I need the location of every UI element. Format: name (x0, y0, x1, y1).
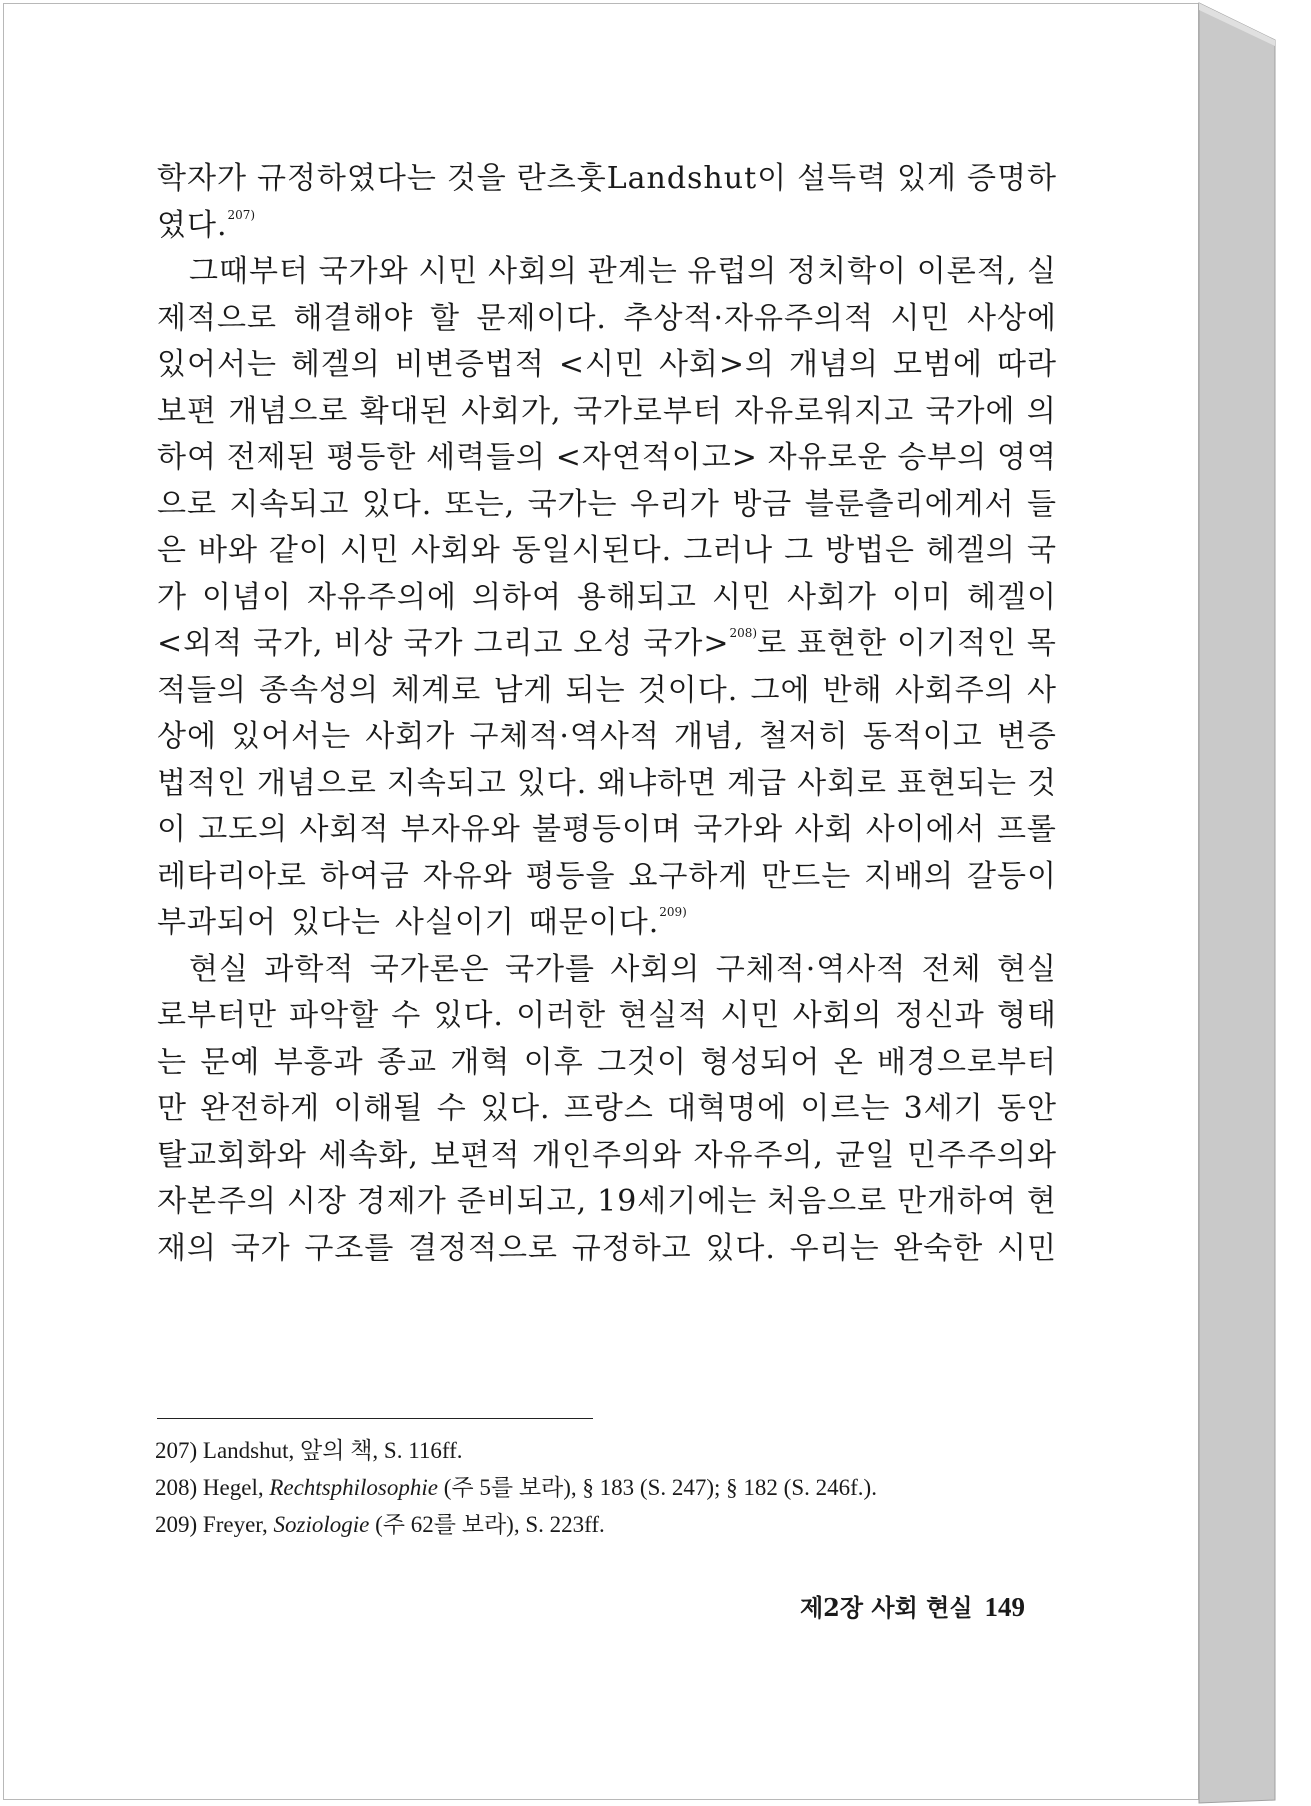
word: 19세기에는 (597, 1184, 758, 1219)
text-line (157, 1179, 1057, 1226)
word: 하여금 (319, 858, 410, 894)
word: 바와 (197, 533, 258, 568)
word: 있다. (705, 1230, 776, 1266)
word: 지속되고 (229, 486, 350, 522)
word: 자유로워지고 (734, 393, 915, 429)
text-line (157, 668, 1057, 715)
word: 국가>$^{208)}$로 (643, 626, 788, 661)
word: 사회의 (488, 254, 578, 289)
body-text (157, 156, 1057, 1272)
word: 동안 (997, 1091, 1057, 1126)
word: 체계로 (391, 672, 482, 708)
word: <외적 (157, 626, 244, 661)
word: 동일시된다. (511, 533, 673, 568)
word: 반해 (822, 672, 883, 708)
footnote-number: 208) (155, 1475, 203, 1500)
word: 개념으로 (228, 393, 349, 429)
text-line (157, 993, 1057, 1040)
word: 불평등이며 (532, 812, 682, 847)
word: 국가에 (925, 393, 1016, 429)
word: 시민 (890, 300, 951, 336)
word: 시민 (720, 998, 781, 1033)
footnotes (155, 1432, 1075, 1543)
word: 국가 (403, 626, 464, 661)
word: 민주주의와 (907, 1137, 1057, 1173)
word: 국가를 (505, 951, 596, 987)
word: 요구하게 (628, 858, 749, 894)
word: 는 (157, 1044, 187, 1080)
word: 비변증법적 (394, 347, 545, 382)
word: 추상적·자유주의적 (623, 300, 874, 336)
word: 국가, (253, 626, 324, 661)
word: 그것이 (597, 1044, 688, 1080)
word: 세력들의 (426, 440, 546, 475)
word: 있다. (480, 1091, 551, 1126)
word: 있다는 (290, 905, 381, 940)
text-line (157, 389, 1057, 436)
word: 사 (1026, 672, 1057, 708)
word: 헤겔의 (290, 347, 381, 382)
word: 사회로 (797, 765, 888, 801)
word: 같이 (268, 533, 329, 568)
word: 있어서는 (157, 347, 277, 382)
word: 사회와 (410, 533, 501, 568)
word: 자유와 (422, 858, 513, 894)
word: 할 (429, 300, 460, 336)
word: 지배의 (864, 858, 955, 894)
word: 실 (1026, 254, 1057, 289)
word: 헤겔의 (926, 533, 1016, 568)
word: 방금 (732, 486, 793, 522)
word: 지속되고 (386, 765, 507, 801)
word: 우리가 (629, 486, 720, 522)
word: 의하여 (471, 579, 562, 615)
word: 사상에 (967, 300, 1057, 336)
word: 들 (1027, 486, 1057, 522)
word: 처음으로 (767, 1184, 888, 1219)
word: 과학적 (264, 951, 355, 987)
footnote-ref: 209) (659, 905, 687, 919)
word: 국가와 (693, 812, 784, 847)
word: 표현되는 (897, 765, 1017, 801)
word: 결정적으로 (408, 1230, 558, 1266)
word: 해결해야 (293, 300, 414, 336)
word: 시민 (711, 579, 772, 615)
word: 부자유와 (400, 812, 521, 847)
word: 프랑스 (563, 1091, 654, 1126)
word: <자연적이고> (555, 440, 758, 475)
word: 비상 (333, 626, 394, 661)
word: 온 (833, 1044, 864, 1080)
word: 균일 (835, 1137, 896, 1173)
word: 완전하게 (200, 1091, 321, 1126)
footnote-number: 209) (155, 1512, 203, 1537)
word: 남게 (493, 672, 554, 708)
word: 그때부터 (189, 254, 309, 289)
word: 법적인 (157, 765, 247, 801)
word: 형성되어 (700, 1044, 821, 1080)
word: 로부터만 (157, 998, 277, 1033)
word: 프롤 (996, 812, 1057, 847)
word: 증명하 (967, 161, 1057, 196)
word: 변증 (996, 719, 1057, 754)
word: 재의 (157, 1230, 217, 1266)
word: <시민 (558, 347, 645, 382)
text-line (157, 156, 1057, 203)
text-line (157, 714, 1057, 761)
word: 으로 (157, 486, 217, 522)
word: 개념, (674, 719, 745, 754)
word: 블룬츨리에게서 (804, 486, 1015, 522)
word: 있다. (361, 486, 433, 522)
word: 방법은 (825, 533, 916, 568)
word: 영역 (997, 440, 1057, 475)
text-line (157, 854, 1057, 901)
word: 종속성의 (259, 672, 380, 708)
word: 하여 (157, 440, 217, 475)
word: 헤겔이 (966, 579, 1057, 615)
word: 계급 (727, 765, 788, 801)
text-line (157, 528, 1057, 575)
word: 목 (1026, 626, 1057, 661)
word: 사회 (794, 812, 855, 847)
word: 국가론은 (369, 951, 490, 987)
word: 동적이고 (862, 719, 983, 754)
footnote-number: 207) (155, 1438, 203, 1463)
text-line (157, 482, 1057, 529)
word: 은 (157, 533, 187, 568)
word: 갈등이 (967, 858, 1057, 894)
word: 현 (1026, 1184, 1057, 1219)
footnote-title: Rechtsphilosophie (269, 1475, 438, 1500)
word: 현실 (996, 951, 1057, 987)
text-line (157, 621, 1057, 668)
word: 사회의 (792, 998, 883, 1033)
word: 전체 (921, 951, 982, 987)
word: 있게 (897, 161, 958, 196)
word: 3세기 (903, 1091, 984, 1126)
word: 의 (1026, 393, 1057, 429)
word: 란츠훗Landshut이 (516, 161, 788, 196)
word: 그 (784, 533, 815, 568)
word: 것 (1026, 765, 1057, 801)
word: 현실적 (618, 998, 709, 1033)
text-line (157, 342, 1057, 389)
word: 구체적·역사적 (715, 951, 907, 987)
word: 만개하여 (897, 1184, 1017, 1219)
word: 사회의 (610, 951, 701, 987)
word: 구조를 (304, 1230, 395, 1266)
footnote-ref: 208) (729, 626, 758, 640)
text-line (157, 249, 1057, 296)
word: 국가로부터 (572, 393, 723, 429)
word: 대혁명에 (667, 1091, 788, 1126)
word: 시장 (286, 1184, 347, 1219)
word: 시민 (997, 1230, 1057, 1266)
word: 개념으로 (256, 765, 377, 801)
word: 이론적, (916, 254, 1018, 289)
text-line (157, 575, 1057, 622)
footnote-item: 207) Landshut, 앞의 책, S. 116ff. (155, 1438, 463, 1463)
word: 만드는 (761, 858, 852, 894)
word: 왜냐하면 (597, 765, 718, 801)
text-line (157, 1226, 1057, 1273)
word: 적들의 (157, 672, 247, 708)
word: 것이다. (637, 672, 739, 708)
word: 사회가 (786, 579, 877, 615)
word: 그에 (750, 672, 811, 708)
word: 개념의 (789, 347, 879, 382)
word: 전제된 (226, 440, 317, 475)
word: 따라 (996, 347, 1057, 382)
word: 이후 (523, 1044, 584, 1080)
word: 만 (157, 1091, 187, 1126)
word: 유럽의 (687, 254, 778, 289)
word: 구체적·역사적 (469, 719, 660, 754)
word: 설득력 (797, 161, 888, 196)
word: 있다. (433, 998, 504, 1033)
word: 시민 (339, 533, 400, 568)
word: 문예 (200, 1044, 261, 1080)
word: 탈교회화와 (157, 1137, 307, 1173)
word: 경제가 (356, 1184, 447, 1219)
word: 보편 (157, 393, 217, 429)
word: 개혁 (450, 1044, 511, 1080)
text-line (157, 761, 1057, 808)
word: 승부의 (897, 440, 988, 475)
word: 파악할 (289, 998, 380, 1033)
word: 현실 (189, 951, 249, 987)
word: 였다.$^{207)}$ (157, 207, 256, 243)
word: 것을 (446, 161, 507, 196)
text-line (157, 1086, 1057, 1133)
word: 자유주의, (693, 1137, 824, 1173)
word: 이 (157, 812, 187, 847)
word: 자유주의에 (307, 579, 457, 615)
word: 국가와 (318, 254, 409, 289)
word: 그리고 (473, 626, 564, 661)
word: 보편적 (430, 1137, 521, 1173)
word: 국 (1026, 533, 1057, 568)
word: 고도의 (198, 812, 289, 847)
chapter-title: 제2장 사회 현실 (799, 1593, 973, 1622)
word: 사이에서 (865, 812, 986, 847)
word: 자유로운 (767, 440, 888, 475)
word: 있다. (516, 765, 588, 801)
word: 표현한 (797, 626, 887, 661)
word: 규정하고 (571, 1230, 692, 1266)
word: 규정하였다는 (256, 161, 437, 196)
word: 상에 (157, 719, 217, 754)
text-line (157, 807, 1057, 854)
word: 확대된 (359, 393, 450, 429)
running-footer (780, 1588, 1025, 1623)
word: 사회적 (299, 812, 390, 847)
word: 형태 (996, 998, 1057, 1033)
word: 자본주의 (157, 1184, 277, 1219)
word: 이해될 (333, 1091, 424, 1126)
footnote-ref: 207) (227, 207, 256, 222)
word: 이기적인 (896, 626, 1017, 661)
word: 사회가 (365, 719, 456, 754)
word: 학자가 (157, 161, 247, 196)
word: 모범에 (893, 347, 983, 382)
text-line (157, 296, 1057, 343)
word: 그러나 (683, 533, 774, 568)
word: 수 (436, 1091, 467, 1126)
word: 관계는 (587, 254, 678, 289)
word: 세속화, (318, 1137, 419, 1173)
text-line (157, 203, 1057, 250)
text-line (157, 435, 1057, 482)
word: 이르는 (800, 1091, 891, 1126)
word: 이미 (891, 579, 952, 615)
word: 준비되고, (456, 1184, 588, 1219)
word: 종교 (377, 1044, 437, 1080)
word: 우리는 (789, 1230, 880, 1266)
text-line (157, 900, 1057, 947)
word: 정치학이 (787, 254, 908, 289)
word: 있어서는 (231, 719, 352, 754)
word: 또는, (444, 486, 516, 522)
text-line (157, 947, 1057, 994)
word: 수 (391, 998, 422, 1033)
word: 사실이기 (394, 905, 515, 940)
word: 국가는 (527, 486, 618, 522)
word: 때문이다.$^{209)}$ (528, 905, 687, 940)
word: 부흥과 (273, 1044, 364, 1080)
footnote-title: Soziologie (273, 1512, 370, 1537)
word: 시민 (418, 254, 479, 289)
word: 사회>의 (658, 347, 776, 382)
word: 철저히 (758, 719, 849, 754)
word: 되는 (565, 672, 626, 708)
page-number: 149 (984, 1592, 1025, 1622)
word: 이러한 (516, 998, 607, 1033)
word: 오성 (573, 626, 634, 661)
word: 사회주의 (894, 672, 1015, 708)
word: 레타리아로 (157, 858, 307, 894)
footnote-item: 208) Hegel, Rechtsphilosophie (주 5를 보라), § 183 (S. 247); § 182 (S. 246f.). (155, 1475, 877, 1500)
footnote-separator (157, 1418, 593, 1419)
word: 평등을 (525, 858, 616, 894)
text-line (157, 1133, 1057, 1180)
word: 배경으로부터 (877, 1044, 1057, 1080)
word: 가 (157, 579, 187, 615)
word: 부과되어 (157, 905, 277, 940)
word: 개인주의와 (532, 1137, 682, 1173)
word: 사회가, (461, 393, 562, 429)
word: 정신과 (894, 998, 985, 1033)
word: 제적으로 (157, 300, 277, 336)
footnote-item: 209) Freyer, Soziologie (주 62를 보라), S. 223ff. (155, 1512, 605, 1537)
word: 국가 (230, 1230, 291, 1266)
word: 문제이다. (476, 300, 607, 336)
word: 평등한 (326, 440, 417, 475)
text-line (157, 1040, 1057, 1087)
word: 용해되고 (576, 579, 697, 615)
word: 이념이 (202, 579, 292, 615)
word: 완숙한 (893, 1230, 984, 1266)
